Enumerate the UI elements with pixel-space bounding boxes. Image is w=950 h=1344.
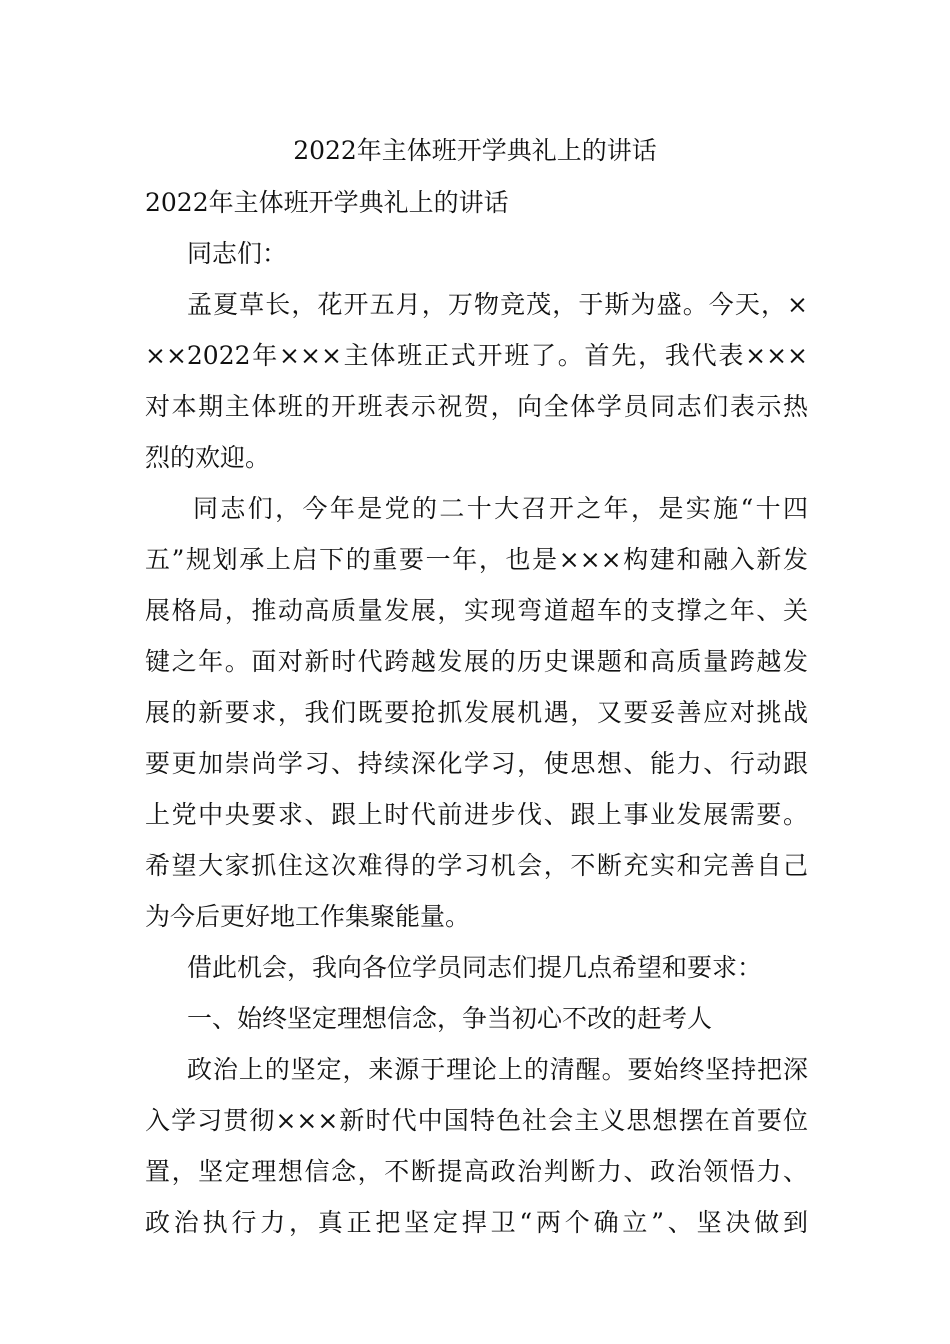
paragraph-line: 上党中央要求、跟上时代前进步伐、跟上事业发展需要。 — [145, 800, 808, 829]
document-body — [145, 177, 808, 1248]
paragraph-line: 展格局，推动高质量发展，实现弯道超车的支撑之年、关 — [145, 596, 808, 625]
paragraph-line: 要更加崇尚学习、持续深化学习，使思想、能力、行动跟 — [145, 749, 808, 778]
salutation: 同志们： — [187, 239, 288, 268]
paragraph-line: 孟夏草长，花开五月，万物竞茂，于斯为盛。今天，× — [187, 290, 808, 319]
paragraph-4 — [145, 1044, 808, 1248]
paragraph-line: 展的新要求，我们既要抢抓发展机遇，又要妥善应对挑战 — [145, 698, 808, 727]
paragraph-line: 对本期主体班的开班表示祝贺，向全体学员同志们表示热 — [145, 392, 808, 421]
document-subtitle: 2022年主体班开学典礼上的讲话 — [145, 188, 509, 217]
paragraph-line: ××2022年×××主体班正式开班了。首先，我代表××× — [145, 341, 808, 370]
paragraph-3: 借此机会，我向各位学员同志们提几点希望和要求： — [187, 953, 763, 982]
paragraph-line: 为今后更好地工作集聚能量。 — [145, 902, 471, 931]
paragraph-line: 政治上的坚定，来源于理论上的清醒。要始终坚持把深 — [187, 1055, 808, 1084]
paragraph-line: 五”规划承上启下的重要一年，也是×××构建和融入新发 — [145, 545, 808, 574]
paragraph-line: 同志们，今年是党的二十大召开之年，是实施“十四 — [193, 494, 808, 523]
paragraph-1 — [145, 279, 808, 483]
paragraph-line: 烈的欢迎。 — [145, 443, 271, 472]
paragraph-line: 键之年。面对新时代跨越发展的历史课题和高质量跨越发 — [145, 647, 808, 676]
paragraph-2 — [145, 483, 808, 942]
paragraph-line: 政治执行力，真正把坚定捍卫“两个确立”、坚决做到 — [145, 1208, 808, 1237]
document-title: 2022年主体班开学典礼上的讲话 — [293, 136, 657, 165]
paragraph-line: 希望大家抓住这次难得的学习机会，不断充实和完善自己 — [145, 851, 808, 880]
paragraph-line: 入学习贯彻×××新时代中国特色社会主义思想摆在首要位 — [145, 1106, 808, 1135]
paragraph-line: 置，坚定理想信念，不断提高政治判断力、政治领悟力、 — [145, 1157, 808, 1186]
section-heading-1: 一、始终坚定理想信念，争当初心不改的赶考人 — [187, 1004, 713, 1033]
